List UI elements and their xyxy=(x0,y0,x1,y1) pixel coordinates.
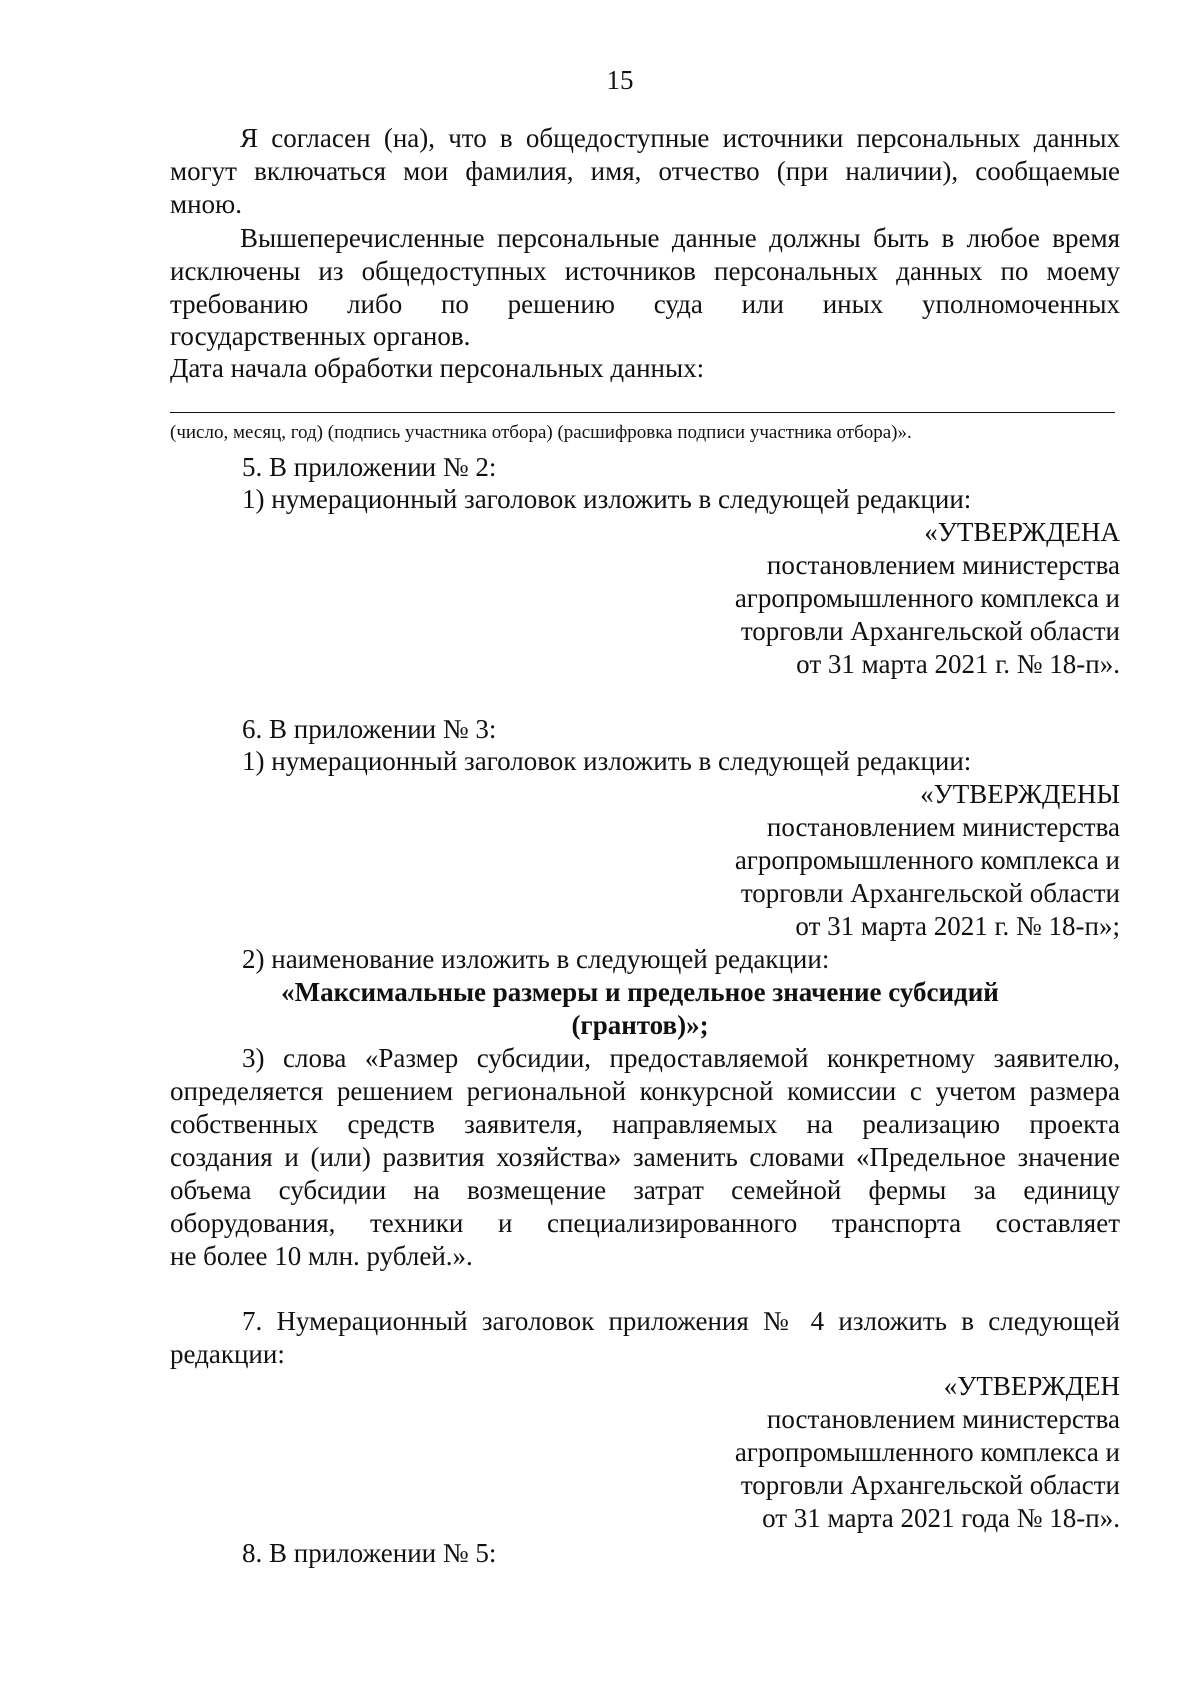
item7-stamp-line-3: агропромышленного комплекса и xyxy=(734,1437,1120,1467)
item6-heading: 6. В приложении № 3: xyxy=(242,714,497,744)
item6-sub2: 2) наименование изложить в следующей редакции: xyxy=(242,944,830,974)
item5-stamp-line-5: от 31 марта 2021 г. № 18-п». xyxy=(796,649,1120,679)
consent-p1-line-3: мною. xyxy=(170,189,242,219)
item5-stamp-line-1: «УТВЕРЖДЕНА xyxy=(924,517,1120,547)
item5-heading: 5. В приложении № 2: xyxy=(242,452,497,482)
item7-stamp-line-5: от 31 марта 2021 года № 18-п». xyxy=(762,1503,1120,1533)
item5-sub1: 1) нумерационный заголовок изложить в следующей редакции: xyxy=(242,484,972,514)
item6-stamp-line-1: «УТВЕРЖДЕНЫ xyxy=(920,779,1120,809)
item6-sub3-line-6: оборудования, техники и специализированного транспорта составляет xyxy=(170,1208,1120,1238)
item5-stamp-line-2: постановлением министерства xyxy=(766,550,1120,580)
item6-stamp-line-2: постановлением министерства xyxy=(766,812,1120,842)
item7-line-1: 7. Нумерационный заголовок приложения № 4 изложить в следующей xyxy=(242,1306,1120,1336)
item6-sub3-line-5: объема субсидии на возмещение затрат семейной фермы за единицу xyxy=(170,1175,1120,1205)
signature-line xyxy=(170,412,1115,413)
item7-stamp-line-2: постановлением министерства xyxy=(766,1404,1120,1434)
item6-sub3-line-3: собственных средств заявителя, направляемых на реализацию проекта xyxy=(170,1109,1120,1139)
item6-stamp-line-5: от 31 марта 2021 г. № 18-п»; xyxy=(795,911,1120,941)
consent-p2-line-1: Вышеперечисленные персональные данные должны быть в любое время xyxy=(240,223,1120,253)
item6-title-line-2: (грантов)»; xyxy=(571,1010,709,1040)
consent-p2-line-3: требованию либо по решению суда или иных уполномоченных xyxy=(170,289,1120,319)
consent-p1-line-2: могут включаться мои фамилия, имя, отчество (при наличии), сообщаемые xyxy=(170,156,1120,186)
item8-heading: 8. В приложении № 5: xyxy=(242,1538,497,1568)
signature-caption: (число, месяц, год) (подпись участника отбора) (расшифровка подписи участника отбора)». xyxy=(170,422,912,443)
consent-p2-line-4: государственных органов. xyxy=(170,321,471,351)
item7-stamp-line-1: «УТВЕРЖДЕН xyxy=(943,1371,1120,1401)
item7-line-2: редакции: xyxy=(170,1339,285,1369)
item7-stamp-line-4: торговли Архангельской области xyxy=(740,1470,1120,1500)
date-label: Дата начала обработки персональных данных: xyxy=(170,353,705,383)
item6-title-line-1: «Максимальные размеры и предельное значение субсидий xyxy=(281,977,999,1007)
item6-stamp-line-3: агропромышленного комплекса и xyxy=(734,845,1120,875)
item6-stamp-line-4: торговли Архангельской области xyxy=(740,878,1120,908)
consent-p2-line-2: исключены из общедоступных источников персональных данных по моему xyxy=(170,256,1120,286)
item5-stamp-line-3: агропромышленного комплекса и xyxy=(734,583,1120,613)
item6-sub3-line-2: определяется решением региональной конкурсной комиссии с учетом размера xyxy=(170,1076,1120,1106)
page-number: 15 xyxy=(606,65,634,95)
item6-sub3-line-1: 3) слова «Размер субсидии, предоставляемой конкретному заявителю, xyxy=(242,1043,1120,1073)
item6-sub1: 1) нумерационный заголовок изложить в следующей редакции: xyxy=(242,746,972,776)
item6-sub3-line-4: создания и (или) развития хозяйства» заменить словами «Предельное значение xyxy=(170,1142,1120,1172)
consent-p1-line-1: Я согласен (на), что в общедоступные источники персональных данных xyxy=(240,123,1120,153)
item6-sub3-line-7: не более 10 млн. рублей.». xyxy=(170,1241,473,1271)
item5-stamp-line-4: торговли Архангельской области xyxy=(740,616,1120,646)
